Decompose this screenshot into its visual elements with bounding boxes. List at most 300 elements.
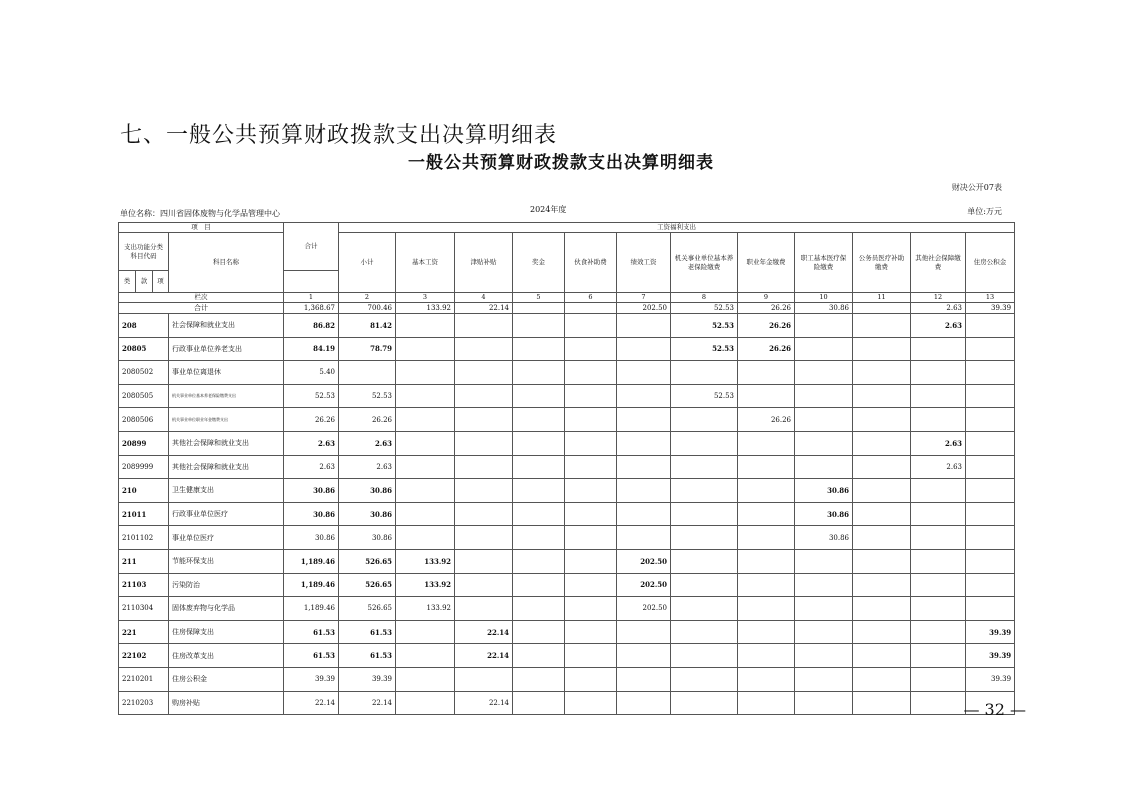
row-value	[795, 667, 853, 691]
row-value	[617, 644, 671, 668]
row-value	[565, 573, 617, 597]
row-value: 26.26	[738, 408, 795, 432]
row-value	[617, 314, 671, 338]
table-row	[119, 431, 1015, 455]
row-name: 卫生健康支出	[169, 479, 284, 503]
row-value	[617, 408, 671, 432]
row-value: 526.65	[339, 549, 396, 573]
row-value	[455, 431, 513, 455]
row-value	[565, 502, 617, 526]
row-value	[565, 667, 617, 691]
row-value	[455, 337, 513, 361]
row-value	[671, 597, 738, 621]
row-value	[396, 502, 455, 526]
row-value	[795, 549, 853, 573]
table-row	[119, 384, 1015, 408]
row-value	[455, 597, 513, 621]
table-row	[119, 620, 1015, 644]
row-value: 133.92	[396, 549, 455, 573]
header-col-10: 公务员医疗补助缴费	[853, 233, 911, 293]
row-value: 526.65	[339, 573, 396, 597]
row-name: 事业单位离退休	[169, 361, 284, 385]
row-value	[911, 384, 966, 408]
row-name: 行政事业单位医疗	[169, 502, 284, 526]
row-value	[513, 597, 565, 621]
row-value	[911, 620, 966, 644]
row-value	[513, 337, 565, 361]
row-value: 84.19	[284, 337, 339, 361]
table-row	[119, 667, 1015, 691]
lanci-label: 栏次	[119, 293, 284, 303]
row-name: 机关事业单位基本养老保险缴费支出	[169, 384, 284, 408]
row-value: 2.63	[911, 314, 966, 338]
row-value	[795, 408, 853, 432]
row-name: 污染防治	[169, 573, 284, 597]
row-value	[795, 691, 853, 715]
row-value	[966, 526, 1015, 550]
row-value	[565, 479, 617, 503]
header-col-7: 机关事业单位基本养老保险缴费	[671, 233, 738, 293]
row-value	[795, 384, 853, 408]
table-row	[119, 455, 1015, 479]
total-cell: 202.50	[617, 303, 671, 314]
row-value	[738, 502, 795, 526]
row-value	[455, 384, 513, 408]
row-value: 30.86	[795, 502, 853, 526]
row-value	[911, 691, 966, 715]
row-value: 30.86	[795, 479, 853, 503]
row-value: 5.40	[284, 361, 339, 385]
row-value	[966, 549, 1015, 573]
row-name: 购房补贴	[169, 691, 284, 715]
row-value: 52.53	[671, 337, 738, 361]
row-value	[513, 691, 565, 715]
lanci-num: 4	[455, 293, 513, 303]
total-cell: 700.46	[339, 303, 396, 314]
row-value	[738, 644, 795, 668]
row-code: 210	[119, 479, 169, 503]
row-code: 221	[119, 620, 169, 644]
row-value	[396, 667, 455, 691]
row-value	[513, 361, 565, 385]
header-xiang: 项	[153, 271, 169, 293]
row-value	[396, 526, 455, 550]
row-value	[513, 384, 565, 408]
total-cell: 133.92	[396, 303, 455, 314]
row-value	[513, 644, 565, 668]
lanci-num: 13	[966, 293, 1015, 303]
unit-label: 单位:万元	[967, 207, 1002, 216]
row-value	[911, 408, 966, 432]
row-value: 30.86	[795, 526, 853, 550]
row-value	[911, 361, 966, 385]
row-value	[617, 479, 671, 503]
row-value	[671, 620, 738, 644]
row-value	[617, 620, 671, 644]
row-value	[565, 384, 617, 408]
row-value	[738, 667, 795, 691]
row-value	[738, 526, 795, 550]
row-value	[795, 573, 853, 597]
report-year: 2024年度	[530, 205, 567, 214]
row-code: 2089999	[119, 455, 169, 479]
row-value	[565, 549, 617, 573]
row-value	[853, 573, 911, 597]
row-name: 住房改革支出	[169, 644, 284, 668]
row-value: 2.63	[284, 431, 339, 455]
header-col-1: 小计	[339, 233, 396, 293]
row-value	[455, 573, 513, 597]
row-value	[966, 597, 1015, 621]
row-value	[396, 691, 455, 715]
row-value: 133.92	[396, 597, 455, 621]
table-row	[119, 361, 1015, 385]
row-value	[455, 667, 513, 691]
row-value	[455, 408, 513, 432]
row-value	[396, 620, 455, 644]
row-value: 86.82	[284, 314, 339, 338]
total-cell: 22.14	[455, 303, 513, 314]
row-value: 81.42	[339, 314, 396, 338]
row-value: 1,189.46	[284, 597, 339, 621]
lanci-num: 12	[911, 293, 966, 303]
row-value: 26.26	[738, 314, 795, 338]
form-code: 财决公开07表	[951, 183, 1002, 192]
row-value	[853, 526, 911, 550]
row-value	[565, 408, 617, 432]
row-value: 202.50	[617, 597, 671, 621]
row-code: 2080505	[119, 384, 169, 408]
row-value	[966, 337, 1015, 361]
row-value	[911, 526, 966, 550]
row-name: 住房公积金	[169, 667, 284, 691]
row-value	[396, 384, 455, 408]
total-cell: 39.39	[966, 303, 1015, 314]
table-row	[119, 502, 1015, 526]
row-value	[853, 667, 911, 691]
row-value	[795, 337, 853, 361]
header-kuan: 款	[136, 271, 153, 293]
row-name: 机关事业单位职业年金缴费支出	[169, 408, 284, 432]
row-value	[671, 361, 738, 385]
row-value: 30.86	[339, 526, 396, 550]
row-value: 61.53	[339, 644, 396, 668]
row-value	[617, 431, 671, 455]
row-value	[671, 667, 738, 691]
row-value: 30.86	[339, 502, 396, 526]
header-col-11: 其他社会保障缴费	[911, 233, 966, 293]
row-value: 526.65	[339, 597, 396, 621]
row-value	[853, 597, 911, 621]
unit-name: 单位名称：四川省固体废物与化学品管理中心	[120, 209, 280, 218]
row-code: 2110304	[119, 597, 169, 621]
row-value: 1,189.46	[284, 549, 339, 573]
header-col-12: 住房公积金	[966, 233, 1015, 293]
row-value: 26.26	[339, 408, 396, 432]
row-code: 20899	[119, 431, 169, 455]
row-value	[966, 314, 1015, 338]
row-value	[617, 691, 671, 715]
row-value	[617, 667, 671, 691]
header-project: 项 目	[119, 223, 284, 233]
lanci-num: 11	[853, 293, 911, 303]
row-value	[966, 502, 1015, 526]
table-row	[119, 408, 1015, 432]
row-value: 30.86	[284, 479, 339, 503]
row-value: 22.14	[284, 691, 339, 715]
row-value: 22.14	[455, 644, 513, 668]
header-total: 合计	[284, 223, 339, 271]
row-value: 2.63	[284, 455, 339, 479]
row-value	[853, 361, 911, 385]
total-cell: 2.63	[911, 303, 966, 314]
row-value	[738, 455, 795, 479]
row-value	[455, 455, 513, 479]
row-value	[565, 431, 617, 455]
row-code: 22102	[119, 644, 169, 668]
row-value	[795, 597, 853, 621]
row-value	[455, 479, 513, 503]
row-value	[396, 479, 455, 503]
row-value	[396, 644, 455, 668]
row-value	[795, 644, 853, 668]
table-row	[119, 691, 1015, 715]
row-value	[671, 691, 738, 715]
row-value	[565, 337, 617, 361]
row-value: 39.39	[966, 667, 1015, 691]
row-value	[617, 361, 671, 385]
row-value	[853, 479, 911, 503]
row-value	[396, 337, 455, 361]
row-value	[396, 431, 455, 455]
row-value	[513, 431, 565, 455]
lanci-num: 6	[565, 293, 617, 303]
row-value	[966, 384, 1015, 408]
row-value: 30.86	[339, 479, 396, 503]
table-row	[119, 314, 1015, 338]
total-cell	[565, 303, 617, 314]
lanci-num: 8	[671, 293, 738, 303]
header-lei: 类	[119, 271, 136, 293]
row-value	[911, 502, 966, 526]
row-value: 26.26	[738, 337, 795, 361]
row-value	[795, 431, 853, 455]
row-value	[738, 361, 795, 385]
row-value	[565, 314, 617, 338]
lanci-num: 9	[738, 293, 795, 303]
lanci-row	[119, 293, 1015, 303]
total-row	[119, 303, 1015, 314]
row-value	[671, 573, 738, 597]
row-value	[396, 455, 455, 479]
row-value	[396, 361, 455, 385]
header-group: 工资福利支出	[339, 223, 1015, 233]
row-value	[738, 597, 795, 621]
lanci-num: 1	[284, 293, 339, 303]
row-value	[617, 455, 671, 479]
row-code: 21103	[119, 573, 169, 597]
row-code: 2080502	[119, 361, 169, 385]
header-col-9: 职工基本医疗保险缴费	[795, 233, 853, 293]
row-value: 52.53	[671, 314, 738, 338]
row-code: 2080506	[119, 408, 169, 432]
row-value: 52.53	[339, 384, 396, 408]
row-value	[513, 667, 565, 691]
row-value: 39.39	[339, 667, 396, 691]
row-value	[565, 361, 617, 385]
header-col-6: 绩效工资	[617, 233, 671, 293]
row-value: 39.39	[966, 620, 1015, 644]
row-value	[565, 526, 617, 550]
header-col-8: 职业年金缴费	[738, 233, 795, 293]
row-value	[911, 667, 966, 691]
row-value: 2.63	[339, 455, 396, 479]
table-title: 一般公共预算财政拨款支出决算明细表	[408, 153, 714, 173]
row-value	[513, 526, 565, 550]
row-value: 2.63	[911, 455, 966, 479]
row-value	[565, 597, 617, 621]
row-value: 2.63	[339, 431, 396, 455]
row-code: 21011	[119, 502, 169, 526]
row-value: 2.63	[911, 431, 966, 455]
row-value	[513, 479, 565, 503]
table-row	[119, 573, 1015, 597]
row-name: 节能环保支出	[169, 549, 284, 573]
row-value	[396, 408, 455, 432]
lanci-num: 10	[795, 293, 853, 303]
lanci-num: 7	[617, 293, 671, 303]
row-value	[513, 573, 565, 597]
row-value	[738, 573, 795, 597]
row-value	[966, 361, 1015, 385]
row-value: 202.50	[617, 549, 671, 573]
row-value: 22.14	[339, 691, 396, 715]
row-value	[617, 384, 671, 408]
row-value	[853, 620, 911, 644]
row-value	[513, 455, 565, 479]
table-row	[119, 337, 1015, 361]
header-name: 科目名称	[169, 233, 284, 293]
row-value: 30.86	[284, 502, 339, 526]
row-value	[455, 502, 513, 526]
row-code: 2210203	[119, 691, 169, 715]
row-value: 133.92	[396, 573, 455, 597]
row-value: 22.14	[455, 620, 513, 644]
header-code: 支出功能分类科目代码	[119, 233, 169, 271]
page-number: — 32 —	[963, 700, 1026, 719]
row-value	[738, 549, 795, 573]
row-value	[911, 337, 966, 361]
row-value	[853, 314, 911, 338]
row-value	[738, 691, 795, 715]
row-value	[738, 431, 795, 455]
row-value	[513, 620, 565, 644]
total-cell	[513, 303, 565, 314]
row-value: 61.53	[284, 644, 339, 668]
row-value: 78.79	[339, 337, 396, 361]
row-value	[671, 455, 738, 479]
row-value	[853, 502, 911, 526]
row-value	[966, 455, 1015, 479]
row-value	[513, 502, 565, 526]
row-value	[671, 431, 738, 455]
section-heading: 七、一般公共预算财政拨款支出决算明细表	[120, 123, 558, 148]
row-name: 社会保障和就业支出	[169, 314, 284, 338]
row-code: 211	[119, 549, 169, 573]
row-value	[966, 479, 1015, 503]
header-col-2: 基本工资	[396, 233, 455, 293]
row-value	[911, 479, 966, 503]
row-value	[911, 549, 966, 573]
row-value	[738, 384, 795, 408]
table-row	[119, 549, 1015, 573]
row-value	[853, 408, 911, 432]
row-value	[565, 455, 617, 479]
row-value	[671, 526, 738, 550]
row-code: 20805	[119, 337, 169, 361]
row-value	[853, 691, 911, 715]
row-value	[911, 644, 966, 668]
row-value	[617, 526, 671, 550]
row-value	[738, 479, 795, 503]
row-value	[455, 526, 513, 550]
row-value: 1,189.46	[284, 573, 339, 597]
row-value	[513, 549, 565, 573]
row-value: 30.86	[284, 526, 339, 550]
table-row	[119, 597, 1015, 621]
row-value	[513, 314, 565, 338]
row-value	[795, 620, 853, 644]
row-value	[671, 549, 738, 573]
row-value: 52.53	[671, 384, 738, 408]
row-value	[853, 337, 911, 361]
lanci-num: 3	[396, 293, 455, 303]
row-value	[671, 644, 738, 668]
row-value	[966, 408, 1015, 432]
row-value	[853, 431, 911, 455]
header-col-5: 伙食补助费	[565, 233, 617, 293]
row-value: 22.14	[455, 691, 513, 715]
total-cell	[853, 303, 911, 314]
row-value	[795, 455, 853, 479]
row-value	[853, 384, 911, 408]
lanci-num: 2	[339, 293, 396, 303]
expenditure-table	[118, 222, 1015, 715]
row-value	[339, 361, 396, 385]
row-value: 202.50	[617, 573, 671, 597]
total-label: 合计	[119, 303, 284, 314]
row-value	[853, 549, 911, 573]
row-name: 行政事业单位养老支出	[169, 337, 284, 361]
row-name: 固体废弃物与化学品	[169, 597, 284, 621]
table-row	[119, 526, 1015, 550]
total-cell: 30.86	[795, 303, 853, 314]
row-value: 61.53	[284, 620, 339, 644]
row-value: 61.53	[339, 620, 396, 644]
row-value	[565, 644, 617, 668]
row-value	[455, 549, 513, 573]
row-value: 39.39	[966, 644, 1015, 668]
row-value	[671, 479, 738, 503]
row-value	[513, 408, 565, 432]
lanci-num: 5	[513, 293, 565, 303]
row-value	[565, 620, 617, 644]
table-row	[119, 644, 1015, 668]
total-cell: 26.26	[738, 303, 795, 314]
row-value: 52.53	[284, 384, 339, 408]
row-name: 其他社会保障和就业支出	[169, 455, 284, 479]
row-value	[795, 314, 853, 338]
